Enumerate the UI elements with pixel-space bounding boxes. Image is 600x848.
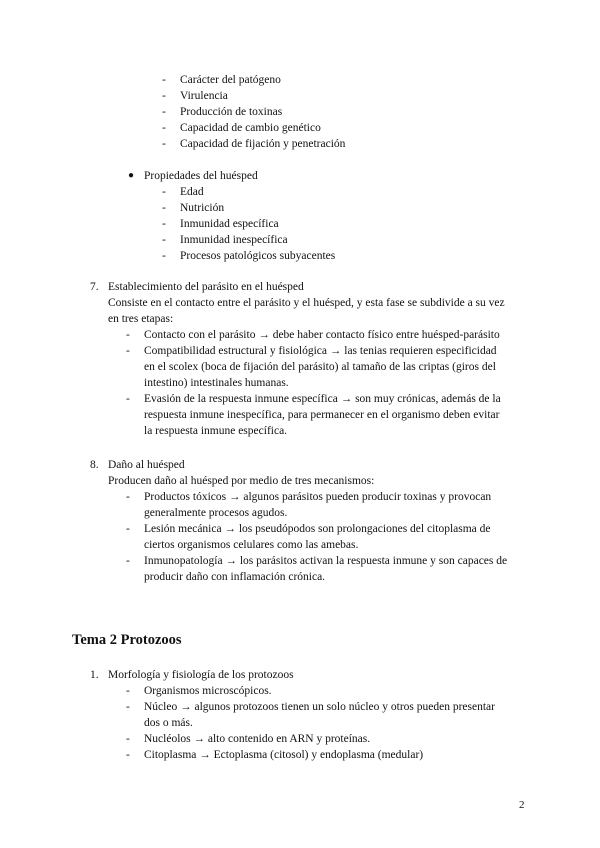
section-7-heading: 7. Establecimiento del parásito en el huésped: [90, 281, 304, 293]
list-item: - Lesión mecánica → los pseudópodos son prolongaciones del citoplasma de ciertos organismos celulares como las amebas.: [126, 523, 491, 551]
list-item: - Procesos patológicos subyacentes: [162, 250, 336, 262]
list-item: - Compatibilidad estructural y fisiológica → las tenias requieren especificidad en el scolex (boca de fijación del parásito) al tamaño de las criptas (giros del intestino) intestinales humanas.: [126, 345, 497, 389]
pathogen-traits-list: [162, 72, 346, 152]
list-item: - Edad: [162, 186, 204, 198]
list-item: - Inmunopatología → los parásitos activan la respuesta inmune y son capaces de producir daño con inflamación crónica.: [126, 555, 508, 583]
list-item: - Carácter del patógeno: [162, 74, 281, 86]
section-7-intro: Consiste en el contacto entre el parásito y el huésped, y esta fase se subdivide a su vez en tres etapas:: [108, 297, 505, 325]
list-item: - Evasión de la respuesta inmune específica → son muy crónicas, además de la respuesta inmune inespecífica, para permanecer en el organismo deben evitar la respuesta inmune específica.: [126, 393, 501, 437]
tema-2-list: [126, 683, 554, 763]
list-item: - Inmunidad específica: [162, 218, 279, 230]
page-number: 2: [519, 799, 525, 811]
section-7-list: [126, 327, 554, 439]
section-8-heading: 8. Daño al huésped: [90, 459, 185, 471]
tema-2-section-1-heading: 1. Morfología y fisiología de los protozoos: [90, 669, 294, 681]
list-item: - Producción de toxinas: [162, 106, 283, 118]
list-item: - Nucléolos → alto contenido en ARN y proteínas.: [126, 733, 371, 745]
list-item: - Virulencia: [162, 90, 228, 102]
list-item: - Citoplasma → Ectoplasma (citosol) y endoplasma (medular): [126, 749, 424, 761]
tema-2-heading: Tema 2 Protozoos: [72, 632, 182, 648]
list-item: - Inmunidad inespecífica: [162, 234, 288, 246]
list-item: - Organismos microscópicos.: [126, 685, 272, 697]
host-properties-list: [162, 184, 336, 264]
list-item: - Contacto con el parásito → debe haber contacto físico entre huésped-parásito: [126, 329, 500, 341]
list-item: - Nutrición: [162, 202, 225, 214]
section-8-list: [126, 489, 554, 585]
bullet-icon: ●: [128, 170, 135, 181]
list-item: - Productos tóxicos → algunos parásitos pueden producir toxinas y provocan generalmente procesos agudos.: [126, 491, 492, 519]
list-item: - Núcleo → algunos protozoos tienen un solo núcleo y otros pueden presentar dos o más.: [126, 701, 495, 729]
host-properties: [128, 168, 258, 184]
list-item: - Capacidad de fijación y penetración: [162, 138, 346, 150]
host-properties-title: Propiedades del huésped: [144, 170, 258, 182]
list-item: - Capacidad de cambio genético: [162, 122, 321, 134]
section-8-intro: Producen daño al huésped por medio de tres mecanismos:: [108, 475, 375, 487]
